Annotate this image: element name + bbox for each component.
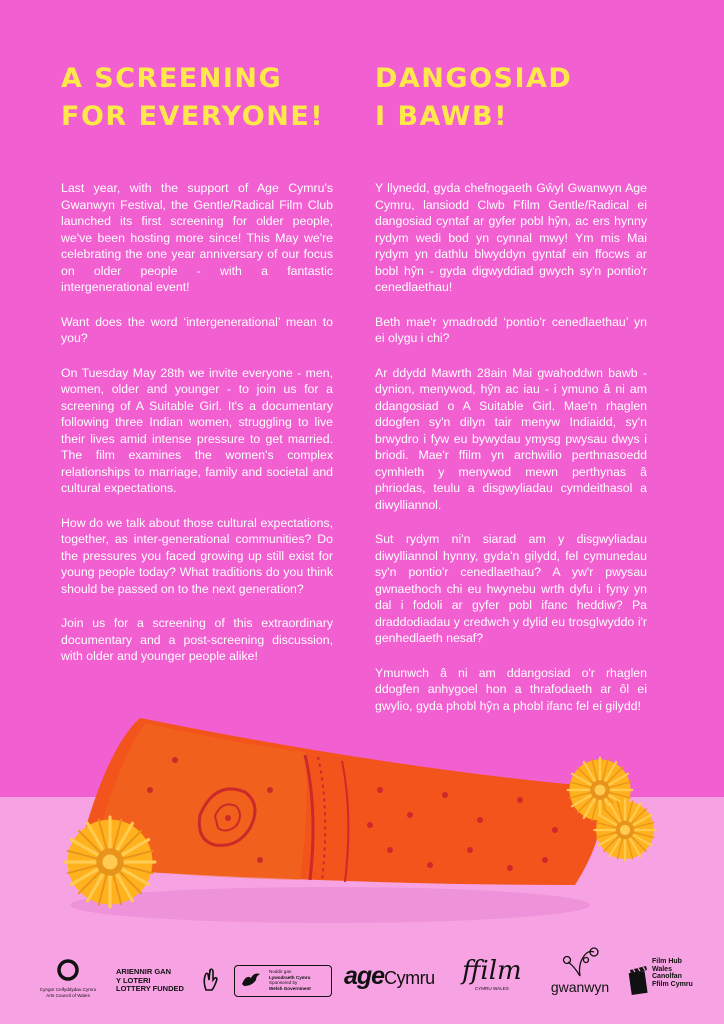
sponsor-logos [36, 940, 706, 1020]
arts-council-circle-icon [56, 958, 80, 982]
ffilm-cymru-wordmark: ffilm [462, 956, 522, 986]
english-heading-line1: A SCREENING [61, 63, 283, 94]
english-heading-line2: FOR EVERYONE! [61, 101, 325, 132]
welsh-body [375, 180, 647, 714]
welsh-paragraph: Sut rydym ni'n siarad am y disgwyliadau diwylliannol hynny, gyda'n gilydd, fel cymunedau sy'n pontio'r cenedlaethau? A yw'r pwysau gwnaethoch chi eu hwynebu wrth dyfu i fyny yn dal i fodoli ar gyfer pobl ifanc heddiw? Pa draddodiadau y credwch y dylid eu trosglwyddo i'r genhedlaeth nesaf? [375, 532, 647, 645]
welsh-gov-line-4: Welsh Government [269, 985, 311, 991]
english-column [61, 60, 333, 683]
welsh-gov-line-3: Sponsored by [269, 980, 298, 985]
film-hub-line-4: Ffilm Cymru [652, 980, 693, 988]
lottery-line-3: LOTTERY FUNDED [116, 984, 184, 993]
film-hub-line-3: Canolfan [652, 973, 682, 980]
ffilm-cymru-subtitle: CYMRU WALES [474, 986, 509, 991]
english-paragraph: Join us for a screening of this extraordinary documentary and a post-screening discussion, with older and younger people alike! [61, 616, 333, 663]
film-hub-line-1: Film Hub [652, 958, 682, 965]
arts-council-logo [36, 958, 100, 998]
welsh-gov-line-1: Noddir gan [269, 969, 292, 974]
ffilm-cymru-logo [462, 956, 522, 992]
english-heading [61, 60, 333, 136]
english-paragraph: How do we talk about those cultural expectations, together, as inter-generational communities? Do the pressures you faced growing up still exist for young people today? What traditions do you think should be passed on to the next generation? [61, 515, 333, 596]
english-body [61, 180, 333, 665]
film-hub-line-2: Wales [652, 965, 672, 973]
dragon-icon [240, 970, 262, 990]
gwanwyn-wordmark: gwanwyn [550, 979, 610, 995]
age-cymru-cymru-text: Cymru [384, 968, 435, 988]
arts-council-english-name: Arts Council of Wales [46, 992, 90, 998]
arts-council-welsh-name: Cyngor Celfyddydau Cymru [39, 987, 97, 992]
english-paragraph: On Tuesday May 28th we invite everyone - men, women, older and younger - to join us for a screening of A Suitable Girl. It's a documentary following three Indian women, struggling to live their lives amid intense pressure to get married. The film examines the women's complex relationships to marriage, family and societal and cultural expectations. [61, 365, 333, 495]
welsh-paragraph: Y llynedd, gyda chefnogaeth Gŵyl Gwanwyn Age Cymru, lansiodd Clwb Ffilm Gentle/Radical ei dangosiad cyntaf ar gyfer pobl hŷn, ac ers hynny rydym wedi bod yn cynnal mwy! Ym mis Mai rydym yn dathlu blwyddyn gyntaf ein ffocws ar bobl hŷn - gyda digwyddiad gwych sy'n pontio'r cenedlaethau! [375, 181, 647, 294]
lottery-line-2: Y LOTERI [116, 975, 151, 985]
english-paragraph: Last year, with the support of Age Cymru's Gwanwyn Festival, the Gentle/Radical Film Club launched its first screening for older people, we've been hosting more since! This May we're celebrating the one year anniversary of our focus on older people - with a fantastic intergenerational event! [61, 181, 333, 294]
welsh-government-logo [234, 965, 332, 997]
age-cymru-age-text: age [344, 962, 385, 990]
welsh-heading [375, 60, 647, 136]
welsh-heading-line1: DANGOSIAD [375, 63, 573, 94]
gwanwyn-logo [548, 946, 612, 995]
welsh-paragraph: Ymunwch â ni am ddangosiad o'r rhaglen ddogfen anhygoel hon a thrafodaeth ar ôl ei gwylio, gyda phobl hŷn a phobl ifanc fel ei gilydd! [375, 665, 647, 713]
welsh-paragraph: Beth mae'r ymadrodd ‘pontio'r cenedlaethau’ yn ei olygu i chi? [375, 314, 647, 345]
welsh-heading-line2: I BAWB! [375, 101, 508, 132]
crossed-fingers-icon [200, 968, 220, 992]
film-hub-clapper-icon [628, 962, 650, 998]
english-paragraph: Want does the word ‘intergenerational’ mean to you? [61, 314, 333, 345]
age-cymru-logo [344, 962, 435, 991]
lottery-line-1: ARIENNIR GAN [116, 967, 172, 976]
welsh-gov-line-2: Lywodraeth Cymru [269, 974, 311, 980]
welsh-paragraph: Ar ddydd Mawrth 28ain Mai gwahoddwn bawb - dynion, menywod, hŷn ac iau - i ymuno â ni am ddangosiad o A Suitable Girl. Mae'n rhaglen ddogfen sy'n dilyn tair menyw Indiaidd, sy'n brwydro i fyw eu bywydau ymysg pwysau dwys i briodi. Mae'r ffilm yn archwilio perthnasoedd cymhleth y menywod mewn perthynas â phriodas, teulu a disgwyliadau cymdeithasol a diwylliannol. [375, 365, 647, 512]
lottery-logo [116, 968, 184, 994]
welsh-column [375, 60, 647, 732]
gwanwyn-flower-icon [558, 946, 602, 978]
